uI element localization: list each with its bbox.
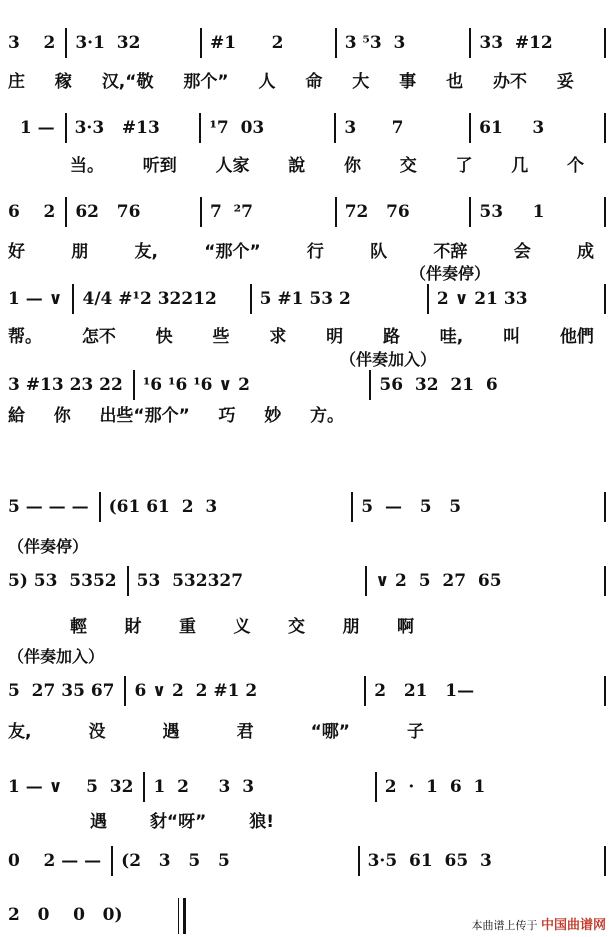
- annotation-accomp-stop: （伴奏停）: [410, 264, 491, 283]
- lyric-word: 你: [53, 406, 71, 426]
- lyric-word: 队: [370, 242, 388, 262]
- lyric-word: 行: [306, 242, 324, 262]
- lyric-line: [8, 406, 344, 426]
- lyric-word: 帮。: [8, 327, 42, 347]
- lyric-word: 啊: [397, 617, 414, 637]
- lyric-word: 路: [382, 327, 400, 347]
- lyric-word: 几: [511, 156, 529, 176]
- lyric-word: 汉,“敬: [101, 72, 154, 92]
- measure: 62 76: [65, 197, 200, 227]
- lyric-word: 明: [326, 327, 344, 347]
- lyric-word: 給: [8, 406, 25, 426]
- measure: 3·5 61 65 3: [358, 846, 606, 876]
- measure: 4/4 #¹2 32212: [72, 284, 249, 314]
- lyric-word: 友,: [134, 242, 158, 262]
- measure: 3·1 32: [65, 28, 200, 58]
- notation-lead: 5 — — —: [8, 497, 89, 517]
- lyric-word: 遇: [162, 722, 180, 742]
- lyric-word: 交: [399, 156, 417, 176]
- lyric-word: 交: [288, 617, 305, 637]
- lyric-word: 了: [455, 156, 473, 176]
- lyric-word: 方。: [309, 406, 344, 426]
- lyric-word: 怎不: [81, 327, 116, 347]
- lyric-word: 朋: [71, 242, 89, 262]
- notation-lead: 0 2 — —: [8, 851, 102, 871]
- annotation-accomp-join: （伴奏加入）: [340, 350, 437, 369]
- measure: 2 · 1 6 1: [375, 772, 606, 802]
- measure: ¹7 03: [199, 113, 334, 143]
- notation-row: [8, 28, 606, 58]
- notation-lead: 3 #13 23 22: [8, 375, 123, 395]
- measure: 7 ²7: [200, 197, 335, 227]
- measure: 1 2 3 3: [143, 772, 374, 802]
- lyric-word: 办不: [492, 72, 527, 92]
- lyric-word: 听到: [142, 156, 177, 176]
- measure: ¹6 ¹6 ¹6 ∨ 2: [133, 370, 370, 400]
- lyric-word: 財: [124, 617, 142, 637]
- lyric-word: 那个”: [183, 72, 229, 92]
- lyric-word: 没: [88, 722, 106, 742]
- measure: 5 — 5 5: [351, 492, 606, 522]
- notation-row: [8, 676, 606, 706]
- lyric-word: 重: [179, 617, 196, 637]
- lyric-line: [8, 722, 424, 742]
- lyric-line: [8, 72, 574, 92]
- lyric-word: 哇,: [439, 327, 464, 347]
- notation-row: [8, 566, 606, 596]
- lyric-word: 朋: [342, 617, 360, 637]
- watermark: [471, 914, 606, 933]
- notation-row: [8, 492, 606, 522]
- lyric-line: [70, 617, 414, 637]
- watermark-site: 中国曲谱网: [540, 918, 606, 933]
- measure: 3·3 #13: [65, 113, 200, 143]
- notation-row: [8, 900, 133, 930]
- lyric-word: 会: [513, 242, 531, 262]
- measure: 53 1: [469, 197, 606, 227]
- measure: 3 ⁵3 3: [335, 28, 470, 58]
- lyric-word: “哪”: [310, 722, 350, 742]
- lyric-line: [8, 327, 594, 347]
- lyric-word: 巧: [218, 406, 236, 426]
- notation-row: [8, 846, 606, 876]
- lyric-word: 稼: [54, 72, 72, 92]
- lyric-word: 出些“那个”: [99, 406, 190, 426]
- lyric-word: 庄: [8, 72, 25, 92]
- lyric-word: 也: [446, 72, 464, 92]
- notation-lead: 5 27 35 67: [8, 681, 115, 701]
- lyric-word: 人家: [215, 156, 250, 176]
- notation-row: [8, 370, 606, 400]
- measure: 5 #1 53 2: [250, 284, 427, 314]
- lyric-word: 快: [155, 327, 173, 347]
- lyric-word: 命: [305, 72, 323, 92]
- annotation-accomp-join: （伴奏加入）: [8, 647, 105, 666]
- measure: 2 ∨ 21 33: [427, 284, 606, 314]
- notation-lead: 1 — ∨: [8, 289, 63, 309]
- lyric-word: 他們: [559, 327, 594, 347]
- lyric-word: 事: [399, 72, 417, 92]
- measure: 3 7: [334, 113, 469, 143]
- notation-row: [8, 772, 606, 802]
- lyric-word: 子: [406, 722, 424, 742]
- final-barline: [178, 898, 186, 934]
- measure: 2 21 1—: [364, 676, 606, 706]
- measure: (61 61 2 3: [99, 492, 352, 522]
- lyric-word: 豺“呀”: [149, 812, 207, 832]
- annotation-accomp-stop: （伴奏停）: [8, 537, 89, 556]
- lyric-word: 狼!: [249, 812, 274, 832]
- lyric-word: 輕: [70, 617, 87, 637]
- measure: ∨ 2 5 27 65: [365, 566, 606, 596]
- measure: 33 #12: [469, 28, 606, 58]
- lyric-word: 說: [288, 156, 306, 176]
- lyric-word: “那个”: [204, 242, 261, 262]
- lyric-word: 义: [233, 617, 251, 637]
- notation-lead: 3 2: [8, 33, 56, 53]
- lyric-word: 成: [576, 242, 594, 262]
- notation-lead: 1 —: [8, 118, 55, 138]
- notation-lead: 6 2: [8, 202, 56, 222]
- notation-row: [8, 197, 606, 227]
- lyric-word: 个: [567, 156, 584, 176]
- lyric-word: 当。: [70, 156, 104, 176]
- lyric-word: 人: [258, 72, 276, 92]
- lyric-line: [90, 812, 274, 832]
- notation-lead: 2 0 0 0): [8, 905, 123, 925]
- notation-row: [8, 113, 606, 143]
- measure: #1 2: [200, 28, 335, 58]
- measure: 61 3: [469, 113, 606, 143]
- notation-row: [8, 284, 606, 314]
- notation-lead: 1 — ∨ 5 32: [8, 777, 134, 797]
- lyric-word: 你: [344, 156, 361, 176]
- lyric-word: 遇: [90, 812, 107, 832]
- measure: 6 ∨ 2 2 #1 2: [124, 676, 364, 706]
- lyric-word: 君: [236, 722, 254, 742]
- measure: 72 76: [335, 197, 470, 227]
- lyric-word: 些: [212, 327, 230, 347]
- measure: (2 3 5 5: [111, 846, 357, 876]
- lyric-word: 大: [352, 72, 370, 92]
- lyric-line: [8, 242, 594, 262]
- notation-lead: 5) 53 5352: [8, 571, 117, 591]
- lyric-word: 妥: [556, 72, 574, 92]
- lyric-line: [70, 156, 584, 176]
- lyric-word: 求: [269, 327, 287, 347]
- lyric-word: 友,: [8, 722, 32, 742]
- measure: 53 532327: [127, 566, 366, 596]
- lyric-word: 妙: [264, 406, 282, 426]
- watermark-prefix: 本曲谱上传于: [471, 919, 538, 932]
- lyric-word: 好: [8, 242, 25, 262]
- lyric-word: 叫: [503, 327, 521, 347]
- lyric-word: 不辞: [433, 242, 468, 262]
- measure: 56 32 21 6: [369, 370, 606, 400]
